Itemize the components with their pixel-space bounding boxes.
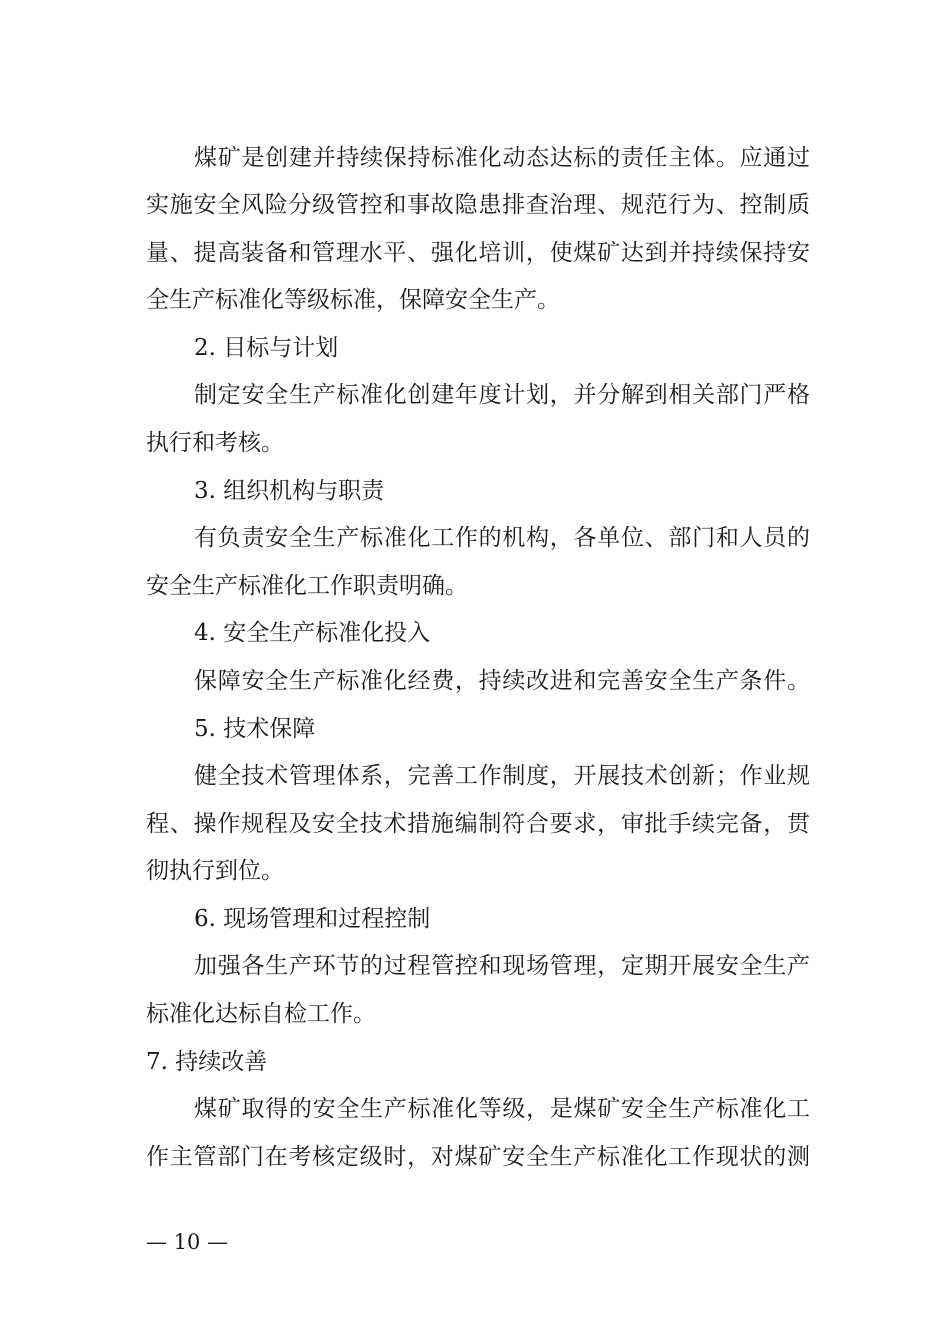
- paragraph-line: 实施安全风险分级管控和事故隐患排查治理、规范行为、控制质: [146, 192, 810, 218]
- paragraph-line: 加强各生产环节的过程管控和现场管理，定期开展安全生产: [194, 953, 810, 979]
- paragraph-line: 健全技术管理体系，完善工作制度，开展技术创新；作业规: [194, 763, 810, 789]
- section-heading: 6. 现场管理和过程控制: [194, 906, 431, 932]
- paragraph-line: 安全生产标准化工作职责明确。: [146, 573, 468, 599]
- section-heading: 4. 安全生产标准化投入: [194, 620, 431, 646]
- section-heading: 7. 持续改善: [146, 1049, 268, 1075]
- paragraph-line: 标准化达标自检工作。: [146, 1001, 376, 1027]
- page-number: — 10 —: [146, 1230, 229, 1254]
- paragraph-line: 全生产标准化等级标准，保障安全生产。: [146, 287, 560, 313]
- paragraph-line: 执行和考核。: [146, 430, 284, 456]
- section-heading: 3. 组织机构与职责: [194, 478, 385, 504]
- paragraph-line: 保障安全生产标准化经费，持续改进和完善安全生产条件。: [194, 668, 810, 694]
- section-heading: 2. 目标与计划: [194, 335, 339, 361]
- paragraph-line: 制定安全生产标准化创建年度计划，并分解到相关部门严格: [194, 382, 810, 408]
- paragraph-line: 量、提高装备和管理水平、强化培训，使煤矿达到并持续保持安: [146, 240, 810, 266]
- paragraph-line: 彻执行到位。: [146, 858, 284, 884]
- paragraph-line: 程、操作规程及安全技术措施编制符合要求，审批手续完备，贯: [146, 811, 810, 837]
- paragraph-line: 煤矿取得的安全生产标准化等级，是煤矿安全生产标准化工: [194, 1096, 810, 1122]
- section-heading: 5. 技术保障: [194, 716, 316, 742]
- paragraph-line: 作主管部门在考核定级时，对煤矿安全生产标准化工作现状的测: [146, 1144, 810, 1170]
- paragraph-line: 煤矿是创建并持续保持标准化动态达标的责任主体。应通过: [194, 145, 810, 171]
- paragraph-line: 有负责安全生产标准化工作的机构，各单位、部门和人员的: [194, 525, 810, 551]
